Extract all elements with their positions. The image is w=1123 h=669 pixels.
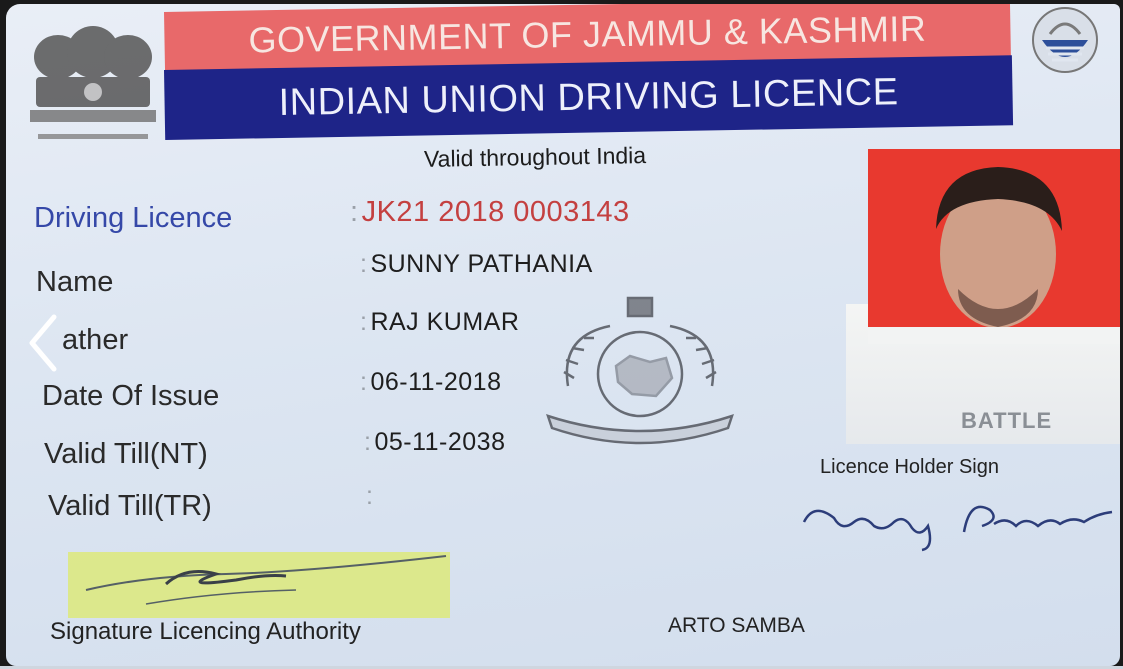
- person-icon: [868, 149, 1120, 344]
- authority-label: Signature Licencing Authority: [50, 618, 361, 645]
- police-seal-icon: [540, 286, 740, 456]
- holder-sign-label: Licence Holder Sign: [820, 456, 999, 478]
- government-title: GOVERNMENT OF JAMMU & KASHMIR: [248, 7, 927, 61]
- driving-licence-label: Driving Licence: [34, 202, 233, 234]
- holder-name: : SUNNY PATHANIA: [360, 250, 593, 278]
- valid-till-tr-date: :: [366, 482, 374, 510]
- issue-date-value: 06-11-2018: [370, 368, 502, 396]
- licence-number: : JK21 2018 0003143: [350, 196, 630, 228]
- driving-licence-card: [6, 4, 1120, 666]
- licence-number-value: JK21 2018 0003143: [361, 196, 630, 228]
- father-name-value: RAJ KUMAR: [370, 308, 520, 336]
- date-of-issue-label: Date Of Issue: [42, 380, 220, 412]
- holder-name-value: SUNNY PATHANIA: [370, 250, 593, 278]
- shirt-print: BATTLE: [961, 408, 1053, 433]
- father-label: ather: [62, 324, 129, 356]
- chevron-left-icon: [26, 313, 60, 373]
- back-button[interactable]: [20, 306, 66, 380]
- name-label: Name: [36, 266, 114, 298]
- holder-signature: [794, 492, 1120, 552]
- authority-office: ARTO SAMBA: [668, 614, 805, 637]
- authority-signature: [66, 544, 466, 624]
- jk-state-emblem-icon: [1026, 4, 1104, 82]
- ashoka-emblem-icon: [18, 22, 168, 152]
- valid-till-nt-label: Valid Till(NT): [44, 438, 208, 470]
- issue-date: : 06-11-2018: [360, 368, 502, 396]
- holder-photo: [868, 149, 1120, 344]
- father-name: : RAJ KUMAR: [360, 308, 520, 336]
- valid-till-nt-date: : 05-11-2038: [364, 428, 506, 456]
- licence-type-banner: [164, 55, 1013, 140]
- valid-till-tr-label: Valid Till(TR): [48, 490, 212, 522]
- licence-type-title: INDIAN UNION DRIVING LICENCE: [278, 70, 899, 124]
- validity-scope: Valid throughout India: [423, 142, 647, 172]
- valid-till-nt-value: 05-11-2038: [374, 428, 506, 456]
